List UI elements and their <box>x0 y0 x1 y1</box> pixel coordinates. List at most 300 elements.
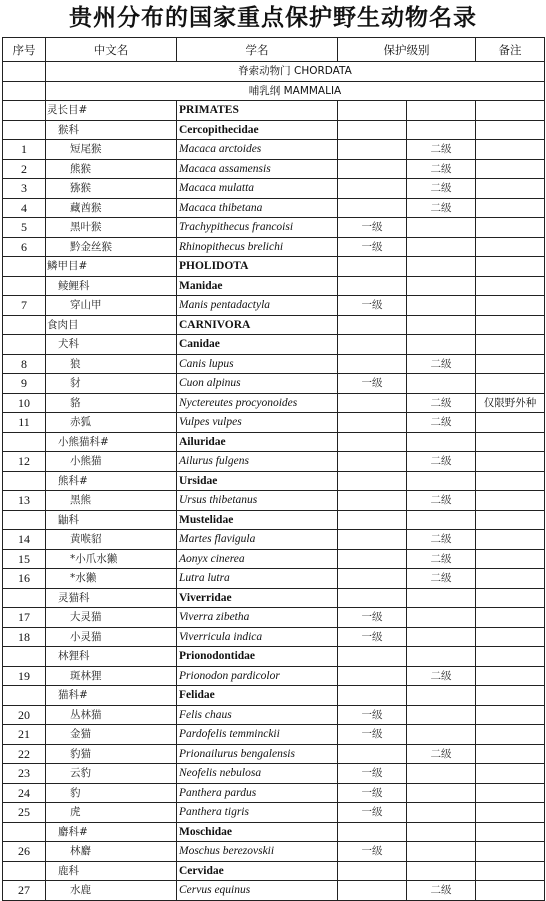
note-cell <box>476 530 545 550</box>
level-two-cell <box>407 510 476 530</box>
note-cell <box>476 257 545 277</box>
chinese-name-cell: 豹 <box>46 783 177 803</box>
row-number-cell: 18 <box>3 627 46 647</box>
species-row <box>3 705 545 725</box>
level-two-cell <box>407 374 476 394</box>
row-number-cell <box>3 335 46 355</box>
note-cell <box>476 491 545 511</box>
chinese-name-cell: 鲮鲤科 <box>46 276 177 296</box>
row-number-cell <box>3 276 46 296</box>
level-one-cell <box>338 530 407 550</box>
row-number-cell: 2 <box>3 159 46 179</box>
row-number-cell <box>3 432 46 452</box>
species-row <box>3 725 545 745</box>
taxon-span-row <box>3 81 545 101</box>
species-row <box>3 627 545 647</box>
chinese-name-cell: 猕猴 <box>46 179 177 199</box>
scientific-name-cell: Nyctereutes procyonoides <box>177 393 338 413</box>
chinese-name-cell: 黄喉貂 <box>46 530 177 550</box>
scientific-name-cell: Vulpes vulpes <box>177 413 338 433</box>
row-number-cell: 14 <box>3 530 46 550</box>
row-number-cell: 25 <box>3 803 46 823</box>
scientific-name-cell: Prionailurus bengalensis <box>177 744 338 764</box>
level-two-cell: 二级 <box>407 452 476 472</box>
scientific-name-cell: Aonyx cinerea <box>177 549 338 569</box>
note-cell <box>476 842 545 862</box>
level-two-cell <box>407 725 476 745</box>
chinese-name-cell: 黔金丝猴 <box>46 237 177 257</box>
level-two-cell: 二级 <box>407 413 476 433</box>
row-number-cell <box>3 647 46 667</box>
species-row <box>3 803 545 823</box>
row-number-cell: 10 <box>3 393 46 413</box>
row-blank-cell <box>3 81 46 101</box>
level-one-cell <box>338 179 407 199</box>
species-row <box>3 159 545 179</box>
species-row <box>3 393 545 413</box>
level-one-cell: 一级 <box>338 296 407 316</box>
level-two-cell: 二级 <box>407 569 476 589</box>
scientific-name-cell: Panthera tigris <box>177 803 338 823</box>
order-row <box>3 315 545 335</box>
species-table <box>2 37 545 901</box>
chinese-name-cell: 小熊猫科# <box>46 432 177 452</box>
level-one-cell <box>338 471 407 491</box>
row-number-cell: 11 <box>3 413 46 433</box>
chinese-name-cell: 赤狐 <box>46 413 177 433</box>
level-one-cell <box>338 198 407 218</box>
header-protection-level: 保护级别 <box>338 38 476 62</box>
row-number-cell: 17 <box>3 608 46 628</box>
note-cell <box>476 237 545 257</box>
scientific-name-cell: Felidae <box>177 686 338 706</box>
order-row <box>3 101 545 121</box>
note-cell <box>476 140 545 160</box>
header-no: 序号 <box>3 38 46 62</box>
note-cell <box>476 159 545 179</box>
chinese-name-cell: *水獭 <box>46 569 177 589</box>
scientific-name-cell: Macaca arctoides <box>177 140 338 160</box>
species-row <box>3 413 545 433</box>
header-cn-name: 中文名 <box>46 38 177 62</box>
species-row <box>3 354 545 374</box>
scientific-name-cell: PRIMATES <box>177 101 338 121</box>
scientific-name-cell: Neofelis nebulosa <box>177 764 338 784</box>
note-cell <box>476 725 545 745</box>
level-two-cell <box>407 315 476 335</box>
level-two-cell <box>407 705 476 725</box>
level-two-cell: 二级 <box>407 549 476 569</box>
scientific-name-cell: Viverridae <box>177 588 338 608</box>
species-row <box>3 452 545 472</box>
level-two-cell <box>407 101 476 121</box>
row-number-cell: 6 <box>3 237 46 257</box>
level-one-cell <box>338 101 407 121</box>
row-number-cell: 12 <box>3 452 46 472</box>
chinese-name-cell: 猴科 <box>46 120 177 140</box>
chinese-name-cell: 大灵猫 <box>46 608 177 628</box>
row-number-cell <box>3 315 46 335</box>
chinese-name-cell: 短尾猴 <box>46 140 177 160</box>
scientific-name-cell: Prionodontidae <box>177 647 338 667</box>
species-row <box>3 237 545 257</box>
note-cell: 仅限野外种 <box>476 393 545 413</box>
level-one-cell: 一级 <box>338 374 407 394</box>
species-row <box>3 218 545 238</box>
note-cell <box>476 198 545 218</box>
scientific-name-cell: Viverra zibetha <box>177 608 338 628</box>
chinese-name-cell: 小灵猫 <box>46 627 177 647</box>
chinese-name-cell: 虎 <box>46 803 177 823</box>
note-cell <box>476 803 545 823</box>
chinese-name-cell: 鹿科 <box>46 861 177 881</box>
chinese-name-cell: 黑熊 <box>46 491 177 511</box>
level-two-cell <box>407 842 476 862</box>
note-cell <box>476 432 545 452</box>
row-number-cell: 20 <box>3 705 46 725</box>
family-row <box>3 276 545 296</box>
row-number-cell <box>3 861 46 881</box>
row-number-cell: 15 <box>3 549 46 569</box>
family-row <box>3 432 545 452</box>
chinese-name-cell: 猫科# <box>46 686 177 706</box>
species-row <box>3 296 545 316</box>
level-one-cell <box>338 140 407 160</box>
level-one-cell: 一级 <box>338 764 407 784</box>
note-cell <box>476 764 545 784</box>
scientific-name-cell: Moschidae <box>177 822 338 842</box>
level-two-cell <box>407 471 476 491</box>
row-number-cell: 4 <box>3 198 46 218</box>
chinese-name-cell: 鳞甲目# <box>46 257 177 277</box>
scientific-name-cell: Macaca thibetana <box>177 198 338 218</box>
scientific-name-cell: Ursus thibetanus <box>177 491 338 511</box>
chinese-name-cell: 食肉目 <box>46 315 177 335</box>
table-body <box>3 62 545 901</box>
family-row <box>3 647 545 667</box>
row-number-cell: 13 <box>3 491 46 511</box>
note-cell <box>476 276 545 296</box>
note-cell <box>476 608 545 628</box>
note-cell <box>476 101 545 121</box>
level-one-cell <box>338 276 407 296</box>
level-one-cell <box>338 452 407 472</box>
note-cell <box>476 744 545 764</box>
chinese-name-cell: 斑林狸 <box>46 666 177 686</box>
row-number-cell: 1 <box>3 140 46 160</box>
level-one-cell <box>338 647 407 667</box>
chinese-name-cell: 林狸科 <box>46 647 177 667</box>
note-cell <box>476 705 545 725</box>
level-two-cell: 二级 <box>407 140 476 160</box>
scientific-name-cell: Canis lupus <box>177 354 338 374</box>
chinese-name-cell: 金猫 <box>46 725 177 745</box>
scientific-name-cell: Rhinopithecus brelichi <box>177 237 338 257</box>
level-two-cell <box>407 861 476 881</box>
row-number-cell <box>3 471 46 491</box>
chinese-name-cell: 藏酋猴 <box>46 198 177 218</box>
scientific-name-cell: Felis chaus <box>177 705 338 725</box>
level-one-cell <box>338 822 407 842</box>
scientific-name-cell: Ailuridae <box>177 432 338 452</box>
level-one-cell <box>338 549 407 569</box>
row-number-cell <box>3 822 46 842</box>
scientific-name-cell: PHOLIDOTA <box>177 257 338 277</box>
row-blank-cell <box>3 62 46 82</box>
header-note: 备注 <box>476 38 545 62</box>
species-row <box>3 744 545 764</box>
level-two-cell <box>407 296 476 316</box>
level-two-cell: 二级 <box>407 666 476 686</box>
row-number-cell: 26 <box>3 842 46 862</box>
chinese-name-cell: 黑叶猴 <box>46 218 177 238</box>
chinese-name-cell: 穿山甲 <box>46 296 177 316</box>
row-number-cell: 23 <box>3 764 46 784</box>
row-number-cell: 22 <box>3 744 46 764</box>
chinese-name-cell: 熊科# <box>46 471 177 491</box>
species-row <box>3 140 545 160</box>
level-one-cell <box>338 335 407 355</box>
level-two-cell: 二级 <box>407 530 476 550</box>
level-two-cell <box>407 588 476 608</box>
level-two-cell <box>407 803 476 823</box>
table-header-row <box>3 38 545 62</box>
level-one-cell <box>338 588 407 608</box>
level-two-cell: 二级 <box>407 179 476 199</box>
row-number-cell: 8 <box>3 354 46 374</box>
chinese-name-cell: 丛林猫 <box>46 705 177 725</box>
note-cell <box>476 120 545 140</box>
note-cell <box>476 471 545 491</box>
level-two-cell <box>407 783 476 803</box>
note-cell <box>476 783 545 803</box>
scientific-name-cell: Manis pentadactyla <box>177 296 338 316</box>
level-two-cell: 二级 <box>407 198 476 218</box>
species-row <box>3 198 545 218</box>
species-row <box>3 666 545 686</box>
level-one-cell <box>338 413 407 433</box>
note-cell <box>476 861 545 881</box>
level-two-cell <box>407 432 476 452</box>
note-cell <box>476 413 545 433</box>
scientific-name-cell: Cervidae <box>177 861 338 881</box>
level-two-cell <box>407 686 476 706</box>
family-row <box>3 588 545 608</box>
level-one-cell <box>338 744 407 764</box>
row-number-cell: 27 <box>3 881 46 901</box>
row-number-cell <box>3 101 46 121</box>
note-cell <box>476 647 545 667</box>
level-two-cell <box>407 276 476 296</box>
chinese-name-cell: 鼬科 <box>46 510 177 530</box>
level-two-cell <box>407 822 476 842</box>
species-row <box>3 881 545 901</box>
family-row <box>3 861 545 881</box>
species-row <box>3 842 545 862</box>
chinese-name-cell: 犬科 <box>46 335 177 355</box>
note-cell <box>476 354 545 374</box>
level-two-cell <box>407 237 476 257</box>
note-cell <box>476 822 545 842</box>
row-number-cell <box>3 686 46 706</box>
level-one-cell <box>338 491 407 511</box>
level-two-cell <box>407 335 476 355</box>
scientific-name-cell: Martes flavigula <box>177 530 338 550</box>
header-sci-name: 学名 <box>177 38 338 62</box>
row-number-cell: 5 <box>3 218 46 238</box>
chinese-name-cell: 林麝 <box>46 842 177 862</box>
level-one-cell <box>338 354 407 374</box>
level-one-cell: 一级 <box>338 803 407 823</box>
scientific-name-cell: Macaca assamensis <box>177 159 338 179</box>
row-number-cell: 16 <box>3 569 46 589</box>
order-row <box>3 257 545 277</box>
scientific-name-cell: Cercopithecidae <box>177 120 338 140</box>
level-two-cell <box>407 647 476 667</box>
level-two-cell <box>407 608 476 628</box>
scientific-name-cell: Moschus berezovskii <box>177 842 338 862</box>
scientific-name-cell: Mustelidae <box>177 510 338 530</box>
family-row <box>3 120 545 140</box>
level-two-cell: 二级 <box>407 491 476 511</box>
note-cell <box>476 549 545 569</box>
note-cell <box>476 296 545 316</box>
chinese-name-cell: 豹猫 <box>46 744 177 764</box>
note-cell <box>476 686 545 706</box>
level-one-cell: 一级 <box>338 842 407 862</box>
row-number-cell: 9 <box>3 374 46 394</box>
level-two-cell <box>407 257 476 277</box>
family-row <box>3 335 545 355</box>
level-one-cell: 一级 <box>338 237 407 257</box>
level-one-cell <box>338 569 407 589</box>
level-one-cell: 一级 <box>338 705 407 725</box>
species-row <box>3 179 545 199</box>
row-number-cell: 7 <box>3 296 46 316</box>
level-two-cell: 二级 <box>407 159 476 179</box>
level-one-cell <box>338 120 407 140</box>
species-row <box>3 374 545 394</box>
species-row <box>3 783 545 803</box>
scientific-name-cell: CARNIVORA <box>177 315 338 335</box>
scientific-name-cell: Macaca mulatta <box>177 179 338 199</box>
scientific-name-cell: Panthera pardus <box>177 783 338 803</box>
note-cell <box>476 881 545 901</box>
level-one-cell <box>338 666 407 686</box>
scientific-name-cell: Pardofelis temminckii <box>177 725 338 745</box>
chinese-name-cell: 灵长目# <box>46 101 177 121</box>
scientific-name-cell: Canidae <box>177 335 338 355</box>
scientific-name-cell: Trachypithecus francoisi <box>177 218 338 238</box>
level-one-cell <box>338 510 407 530</box>
chinese-name-cell: 麝科# <box>46 822 177 842</box>
page-title: 贵州分布的国家重点保护野生动物名录 <box>69 4 477 31</box>
scientific-name-cell: Lutra lutra <box>177 569 338 589</box>
row-number-cell <box>3 588 46 608</box>
row-number-cell: 21 <box>3 725 46 745</box>
level-one-cell: 一级 <box>338 725 407 745</box>
level-one-cell: 一级 <box>338 218 407 238</box>
row-number-cell: 24 <box>3 783 46 803</box>
row-number-cell: 3 <box>3 179 46 199</box>
row-number-cell: 19 <box>3 666 46 686</box>
note-cell <box>476 666 545 686</box>
level-one-cell <box>338 393 407 413</box>
row-number-cell <box>3 510 46 530</box>
level-one-cell <box>338 257 407 277</box>
scientific-name-cell: Viverricula indica <box>177 627 338 647</box>
chinese-name-cell: 小熊猫 <box>46 452 177 472</box>
scientific-name-cell: Prionodon pardicolor <box>177 666 338 686</box>
species-row <box>3 530 545 550</box>
level-one-cell <box>338 159 407 179</box>
note-cell <box>476 452 545 472</box>
family-row <box>3 471 545 491</box>
note-cell <box>476 179 545 199</box>
level-one-cell: 一级 <box>338 783 407 803</box>
note-cell <box>476 588 545 608</box>
level-two-cell <box>407 218 476 238</box>
taxon-span-row <box>3 62 545 82</box>
level-two-cell <box>407 120 476 140</box>
level-one-cell <box>338 315 407 335</box>
taxon-span-cell: 哺乳纲 MAMMALIA <box>46 81 545 101</box>
scientific-name-cell: Cervus equinus <box>177 881 338 901</box>
scientific-name-cell: Ailurus fulgens <box>177 452 338 472</box>
scientific-name-cell: Ursidae <box>177 471 338 491</box>
chinese-name-cell: 灵猫科 <box>46 588 177 608</box>
species-row <box>3 608 545 628</box>
taxon-span-cell: 脊索动物门 CHORDATA <box>46 62 545 82</box>
chinese-name-cell: 豺 <box>46 374 177 394</box>
note-cell <box>476 335 545 355</box>
scientific-name-cell: Cuon alpinus <box>177 374 338 394</box>
row-number-cell <box>3 257 46 277</box>
chinese-name-cell: *小爪水獭 <box>46 549 177 569</box>
level-two-cell: 二级 <box>407 393 476 413</box>
species-row <box>3 764 545 784</box>
note-cell <box>476 510 545 530</box>
level-two-cell: 二级 <box>407 354 476 374</box>
scientific-name-cell: Manidae <box>177 276 338 296</box>
family-row <box>3 822 545 842</box>
species-row <box>3 491 545 511</box>
level-two-cell: 二级 <box>407 881 476 901</box>
level-one-cell: 一级 <box>338 608 407 628</box>
level-one-cell <box>338 881 407 901</box>
level-two-cell: 二级 <box>407 744 476 764</box>
row-number-cell <box>3 120 46 140</box>
level-two-cell <box>407 764 476 784</box>
family-row <box>3 686 545 706</box>
level-one-cell: 一级 <box>338 627 407 647</box>
note-cell <box>476 569 545 589</box>
note-cell <box>476 315 545 335</box>
chinese-name-cell: 貉 <box>46 393 177 413</box>
chinese-name-cell: 熊猴 <box>46 159 177 179</box>
chinese-name-cell: 狼 <box>46 354 177 374</box>
level-two-cell <box>407 627 476 647</box>
chinese-name-cell: 水鹿 <box>46 881 177 901</box>
note-cell <box>476 374 545 394</box>
level-one-cell <box>338 432 407 452</box>
species-row <box>3 549 545 569</box>
chinese-name-cell: 云豹 <box>46 764 177 784</box>
level-one-cell <box>338 686 407 706</box>
level-one-cell <box>338 861 407 881</box>
family-row <box>3 510 545 530</box>
note-cell <box>476 627 545 647</box>
